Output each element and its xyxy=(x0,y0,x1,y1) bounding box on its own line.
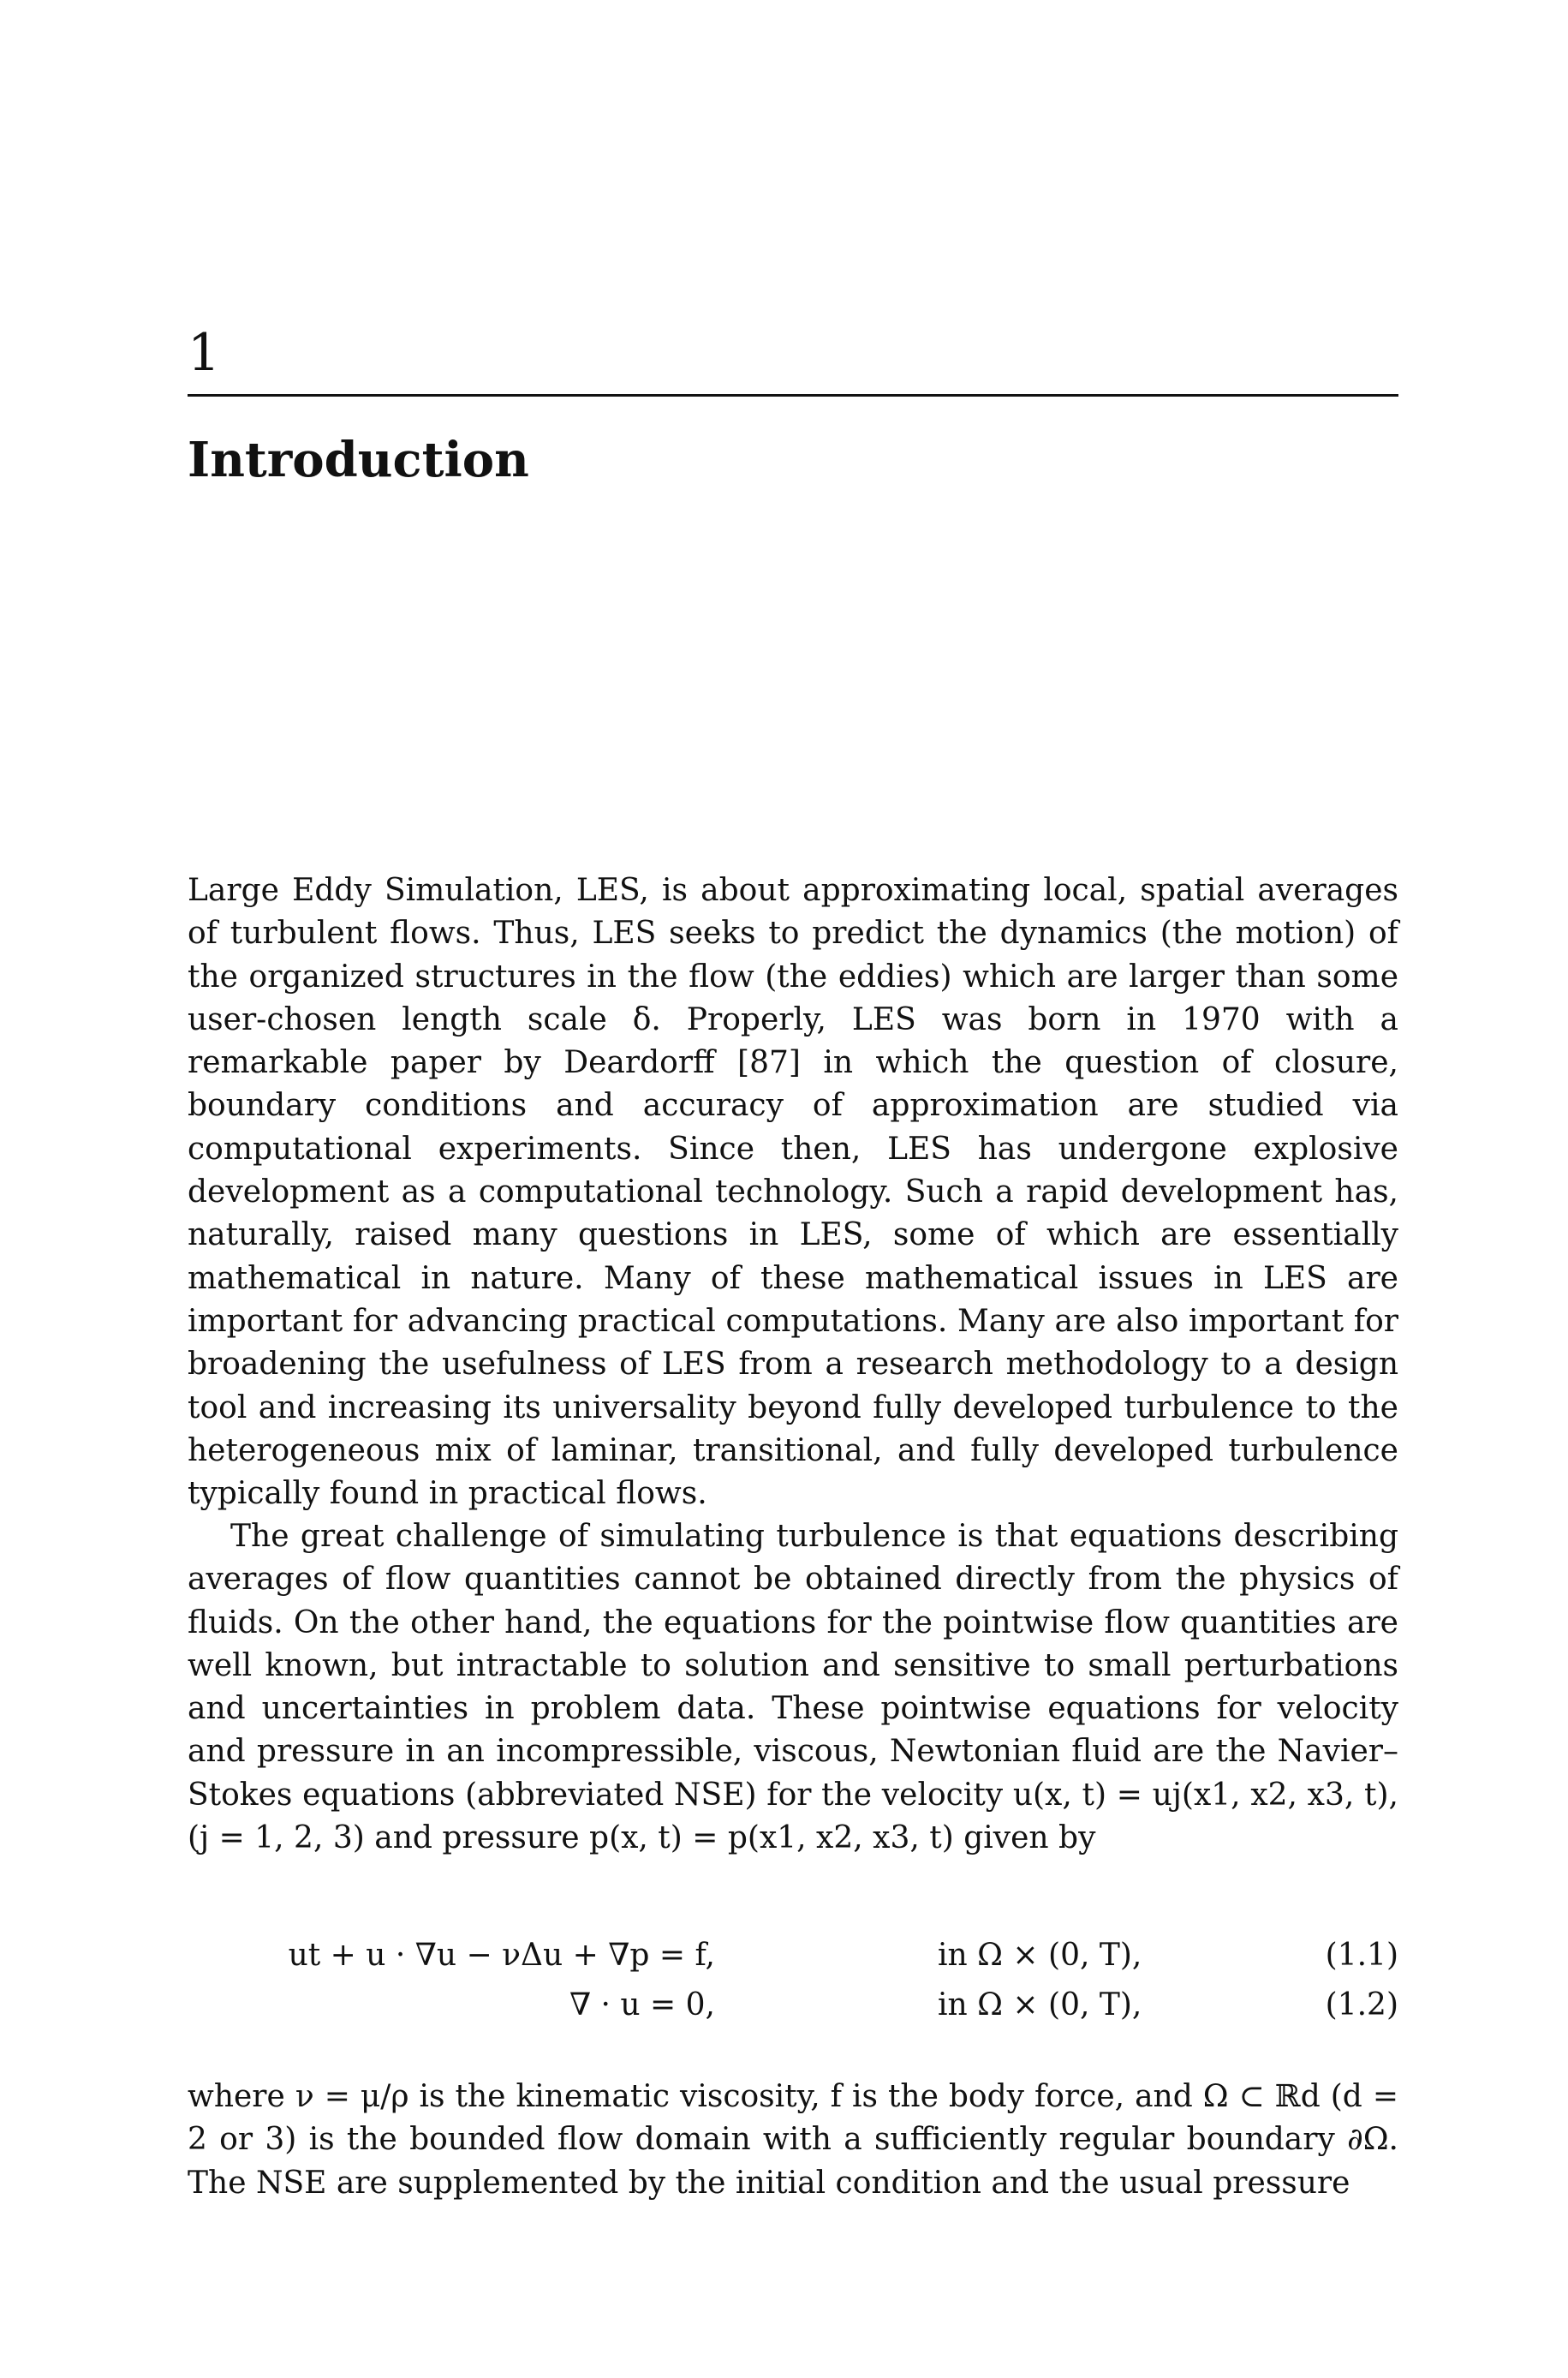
paragraph-1-text: Large Eddy Simulation, LES, is about approximating local, spatial averages of turbulent flows. Thus, LES seeks to predict the dynamics (the motion) of the organized structures in the flow (the eddies) which are larger than some user-chosen length scale δ. Properly, LES was born in 1970 with a remarkable paper by Deardorff [87] in which the question of closure, boundary conditions and accuracy of approximation are studied via computational experiments. Since then, LES has undergone explosive development as a computational technology. Such a rapid development has, naturally, raised many questions in LES, some of which are essentially mathematical in nature. Many of these mathematical issues in LES are important for advancing practical computations. Many are also important for broadening the usefulness of LES from a research methodology to a design tool and increasing its universality beyond fully developed turbulence to the heterogeneous mix of laminar, transitional, and fully developed turbulence typically found in practical flows. xyxy=(188,873,1398,1512)
paragraph-1 xyxy=(188,869,1398,1515)
paragraph-2 xyxy=(188,1515,1398,1860)
equation-1-1-domain: in Ω × (0, T), xyxy=(938,1938,1142,1973)
equation-1-1-lhs: ut + u · ∇u − νΔu + ∇p = f, xyxy=(288,1938,715,1973)
chapter-title: Introduction xyxy=(188,432,529,488)
chapter-rule xyxy=(188,394,1398,397)
equation-1-2-domain: in Ω × (0, T), xyxy=(938,1987,1142,2022)
equation-1-2 xyxy=(188,1984,1398,2027)
equation-1-1 xyxy=(188,1934,1398,1977)
equation-1-1-number: (1.1) xyxy=(1325,1938,1398,1973)
paragraph-3 xyxy=(188,2076,1398,2205)
paragraph-2-text: The great challenge of simulating turbulence is that equations describing averages of flow quantities cannot be obtained directly from the physics of fluids. On the other hand, the equations for the pointwise flow quantities are well known, but intractable to solution and sensitive to small perturbations and uncertainties in problem data. These pointwise equations for velocity and pressure in an incompressible, viscous, Newtonian fluid are the Navier–Stokes equations (abbreviated NSE) for the velocity u(x, t) = uj(x1, x2, x3, t), (j = 1, 2, 3) and pressure p(x, t) = p(x1, x2, x3, t) given by xyxy=(188,1519,1398,1856)
paragraph-3-text: where ν = μ/ρ is the kinematic viscosity, f is the body force, and Ω ⊂ ℝd (d = 2 or 3) is the bounded flow domain with a sufficiently regular boundary ∂Ω. The NSE are supplemented by the initial condition and the usual pressure xyxy=(188,2079,1398,2201)
equation-1-2-lhs: ∇ · u = 0, xyxy=(569,1987,715,2022)
chapter-number: 1 xyxy=(188,323,221,383)
equation-1-2-number: (1.2) xyxy=(1325,1987,1398,2022)
